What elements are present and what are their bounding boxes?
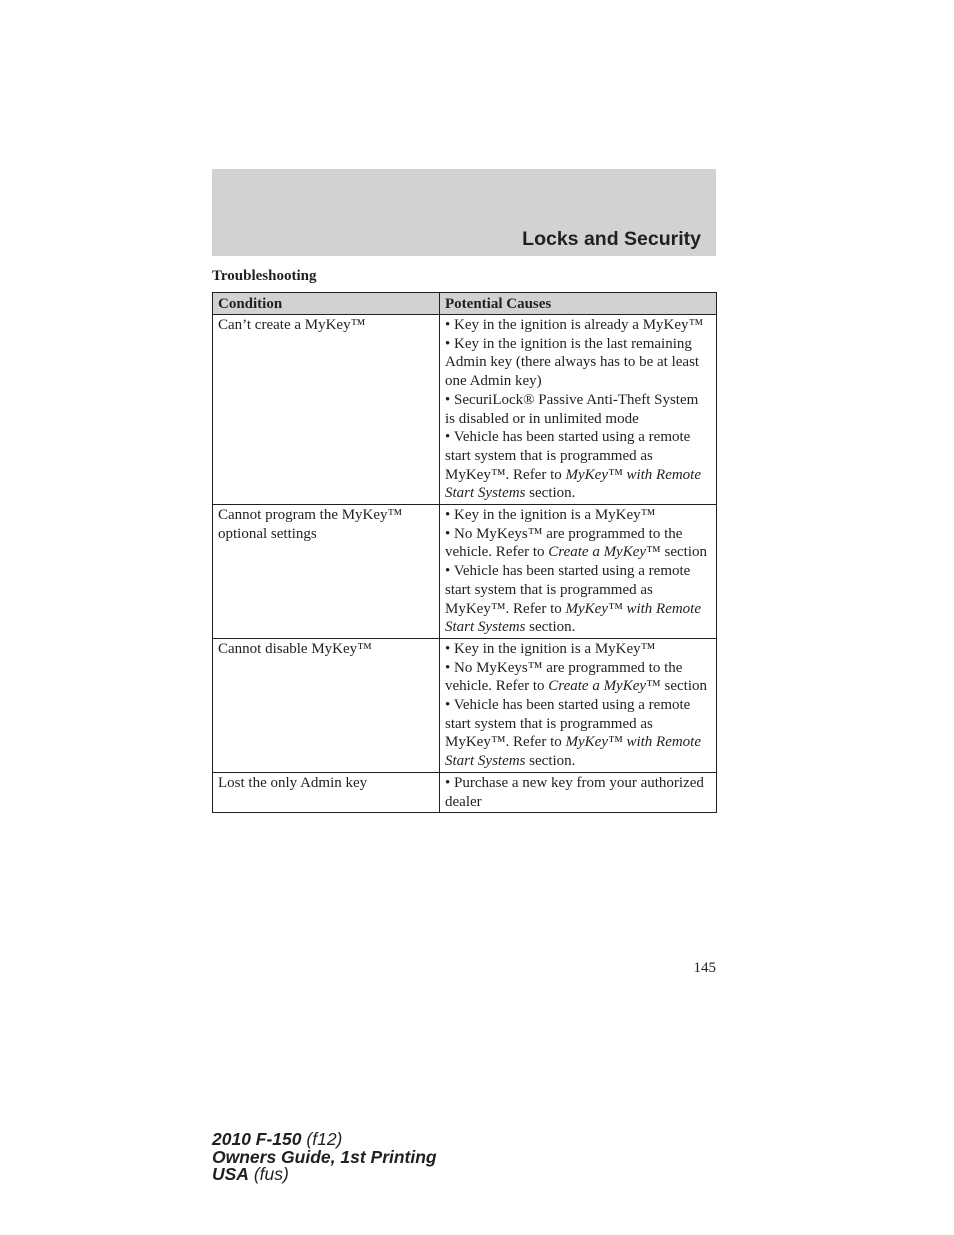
section-heading: Troubleshooting	[212, 268, 317, 284]
footer-market-code: (fus)	[253, 1164, 289, 1184]
cause-text: section.	[525, 753, 576, 770]
causes-cell	[440, 772, 717, 812]
table-header-row	[213, 293, 717, 315]
footer-imprint	[212, 1131, 437, 1184]
cause-text: section.	[525, 619, 576, 636]
cause-text: • Vehicle has been started using a remote start system that is programmed as MyKey™. Refer to	[445, 429, 691, 483]
cause-bullet	[445, 696, 711, 771]
condition-cell: Can’t create a MyKey™	[213, 315, 440, 505]
cross-reference: Create a MyKey	[548, 544, 647, 561]
condition-cell: Lost the only Admin key	[213, 772, 440, 812]
cause-bullet	[445, 428, 711, 503]
cause-text: • No MyKeys™ are programmed to the vehicle. Refer to	[445, 525, 683, 561]
cause-text: • No MyKeys™ are programmed to the vehicle. Refer to	[445, 659, 683, 695]
cause-text: • Purchase a new key from your authorized dealer	[445, 774, 704, 810]
column-header-causes: Potential Causes	[440, 293, 717, 315]
causes-cell	[440, 505, 717, 639]
causes-cell	[440, 315, 717, 505]
cross-reference: MyKey™ with Remote Start Systems	[445, 734, 702, 770]
cause-text: • Vehicle has been started using a remote start system that is programmed as MyKey™. Refer to	[445, 563, 691, 617]
cause-text: • SecuriLock® Passive Anti-Theft System is disabled or in unlimited mode	[445, 391, 699, 427]
cross-reference: MyKey™ with Remote Start Systems	[445, 466, 702, 502]
condition-cell: Cannot disable MyKey™	[213, 638, 440, 772]
table-row	[213, 505, 717, 639]
cause-bullet	[445, 316, 711, 335]
header-band	[212, 169, 716, 256]
cross-reference: MyKey™ with Remote Start Systems	[445, 600, 702, 636]
cause-bullet	[445, 506, 711, 525]
cause-text: • Key in the ignition is the last remaining Admin key (there always has to be at least one Admin key)	[445, 335, 700, 390]
cause-bullet	[445, 659, 711, 696]
page-number: 145	[693, 960, 716, 976]
cause-bullet	[445, 335, 711, 391]
cause-text: • Key in the ignition is already a MyKey™	[445, 317, 704, 333]
footer-edition: Owners Guide, 1st Printing	[212, 1146, 437, 1167]
footer-model-code: (f12)	[306, 1129, 343, 1149]
table-row	[213, 315, 717, 505]
cause-text: • Key in the ignition is a MyKey™	[445, 640, 656, 657]
causes-cell	[440, 638, 717, 772]
cause-bullet	[445, 640, 711, 659]
footer-line-market	[212, 1166, 437, 1184]
cause-text: section.	[525, 485, 576, 502]
column-header-condition: Condition	[213, 293, 440, 315]
cross-reference: Create a MyKey	[548, 678, 647, 695]
cause-text: • Vehicle has been started using a remote start system that is programmed as MyKey™. Refer to	[445, 697, 691, 751]
cause-text: • Key in the ignition is a MyKey™	[445, 507, 656, 524]
cause-text: ™ section	[646, 678, 707, 695]
chapter-title: Locks and Security	[522, 228, 701, 250]
table-row	[213, 638, 717, 772]
cause-bullet	[445, 562, 711, 637]
cause-bullet	[445, 391, 711, 428]
condition-cell: Cannot program the MyKey™ optional settings	[213, 505, 440, 639]
footer-market: USA	[212, 1164, 249, 1184]
table-row	[213, 772, 717, 812]
footer-line-model	[212, 1131, 437, 1149]
footer-model: 2010 F-150	[212, 1129, 302, 1149]
cause-bullet	[445, 525, 711, 562]
cause-text: ™ section	[646, 544, 707, 561]
table-body	[213, 315, 717, 813]
troubleshooting-table	[212, 292, 717, 813]
cause-bullet	[445, 774, 711, 811]
